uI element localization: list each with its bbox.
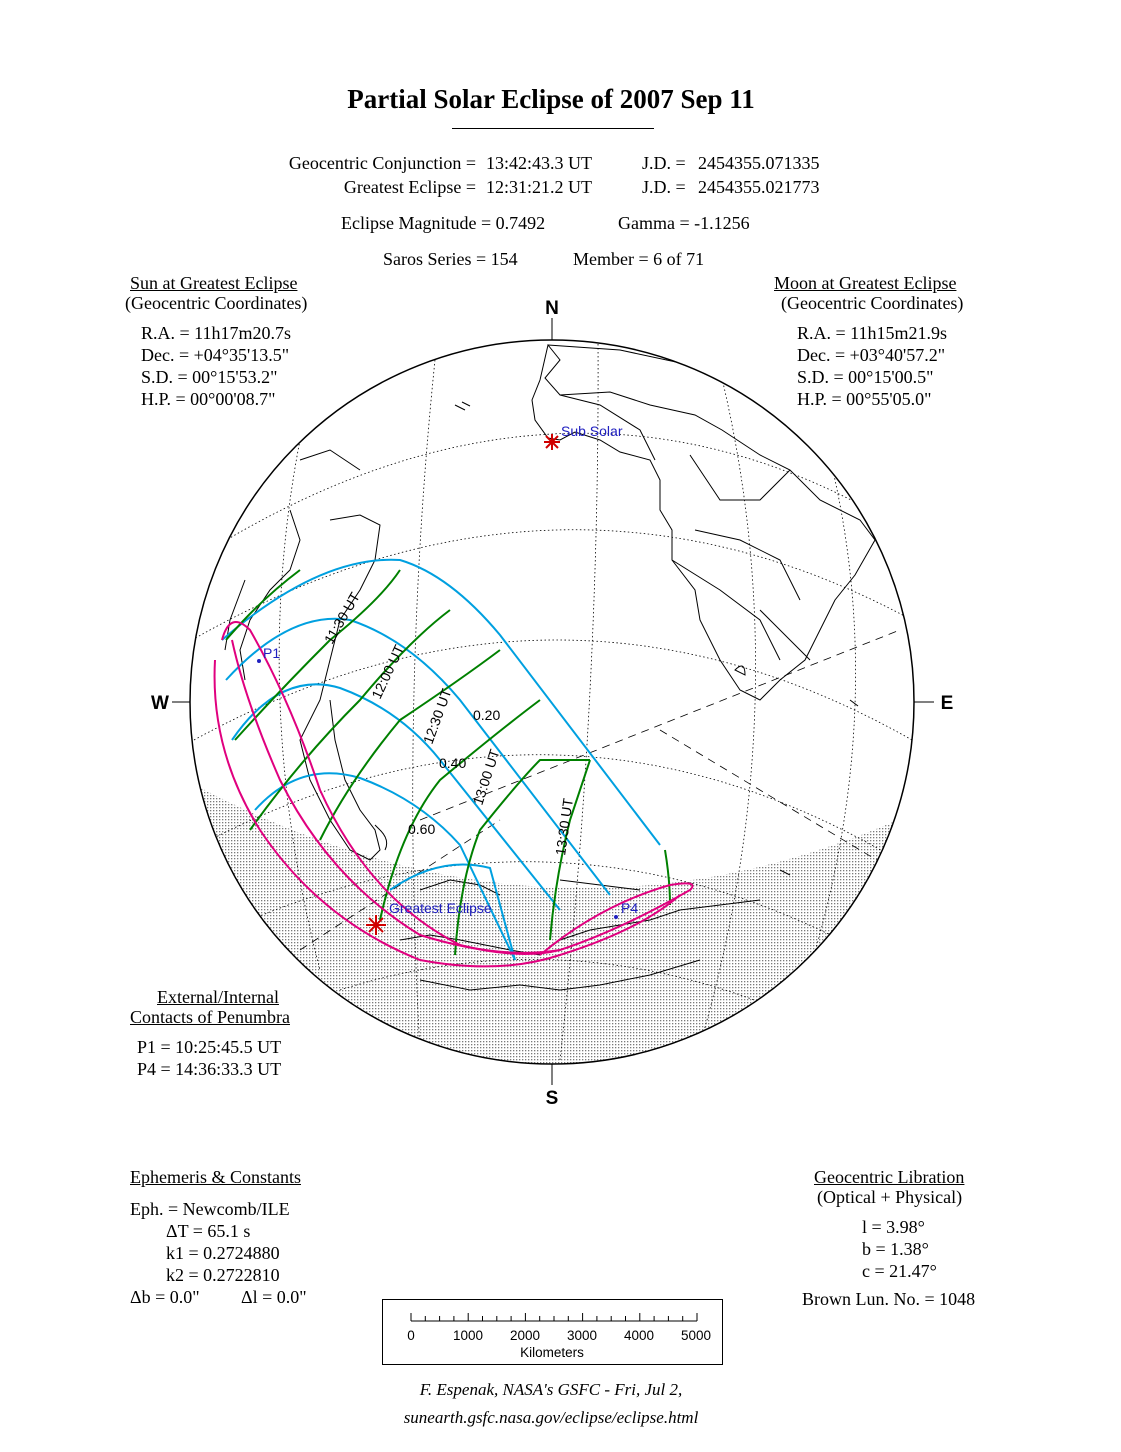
scale-tick-4000: 4000 [623,1328,655,1343]
compass-north: N [545,298,559,319]
time-label-1200: 12:00 UT [368,642,408,702]
eclipse-magnitude: Eclipse Magnitude = 0.7492 [341,213,546,233]
scale-tick-0: 0 [407,1328,415,1343]
page-title: Partial Solar Eclipse of 2007 Sep 11 [347,84,755,114]
ephemeris-k2: k2 = 0.2722810 [166,1265,280,1285]
libration-subheading: (Optical + Physical) [817,1187,963,1207]
sun-ra: R.A. = 11h17m20.7s [141,323,291,343]
sub-solar-label: Sub Solar [561,423,623,439]
moon-sd: S.D. = 00°15'00.5" [797,367,934,387]
time-label-1330: 13:30 UT [552,797,576,857]
scale-tick-1000: 1000 [452,1328,484,1343]
contact-p1: P1 = 10:25:45.5 UT [137,1037,282,1057]
libration-heading: Geocentric Libration [814,1167,965,1187]
libration-c: c = 21.47° [862,1261,937,1281]
p1-map-label: P1 [263,645,281,661]
scale-tick-5000: 5000 [680,1328,712,1343]
sun-sd: S.D. = 00°15'53.2" [141,367,278,387]
greatest-eclipse-jd-label: J.D. = [642,177,686,197]
contact-p4: P4 = 14:36:33.3 UT [137,1059,282,1079]
gamma: Gamma = -1.1256 [618,213,750,233]
moon-hp: H.P. = 00°55'05.0" [797,389,932,409]
scale-bar [382,1299,723,1365]
sub-solar-marker [544,423,623,450]
brown-lunation: Brown Lun. No. = 1048 [802,1289,976,1309]
contacts-heading-2: Contacts of Penumbra [130,1007,290,1027]
sun-subheading: (Geocentric Coordinates) [125,293,308,313]
magnitude-label-060: 0.60 [408,821,436,837]
moon-heading: Moon at Greatest Eclipse [774,273,957,293]
ephemeris-delta-l: Δl = 0.0" [241,1287,307,1307]
time-line-3 [250,610,450,830]
scale-tick-3000: 3000 [566,1328,598,1343]
libration-l: l = 3.98° [862,1217,925,1237]
compass-east: E [940,693,954,714]
moon-dec: Dec. = +03°40'57.2" [797,345,946,365]
sun-hp: H.P. = 00°00'08.7" [141,389,276,409]
saros-member: Member = 6 of 71 [573,249,705,269]
footer-url: sunearth.gsfc.nasa.gov/eclipse/eclipse.html [403,1408,699,1427]
p4-map-label: P4 [621,900,639,916]
greatest-eclipse-jd: 2454355.021773 [698,177,820,197]
footer-credit: F. Espenak, NASA's GSFC - Fri, Jul 2, [419,1380,683,1399]
scale-unit: Kilometers [520,1345,584,1360]
ephemeris-eph: Eph. = Newcomb/ILE [130,1199,290,1219]
ephemeris-delta-t: ΔT = 65.1 s [166,1221,251,1241]
greatest-eclipse-time: 12:31:21.2 UT [486,177,592,197]
compass-south: S [545,1088,559,1109]
contacts-heading-1: External/Internal [157,987,279,1007]
time-label-1130: 11:30 UT [320,589,363,647]
conjunction-jd-label: J.D. = [642,153,686,173]
greatest-eclipse-map-label: Greatest Eclipse [389,900,492,916]
libration-b: b = 1.38° [862,1239,929,1259]
compass-west: W [151,693,169,714]
saros-series: Saros Series = 154 [383,249,518,269]
magnitude-label-020: 0.20 [473,707,501,723]
sun-heading: Sun at Greatest Eclipse [130,273,298,293]
moon-subheading: (Geocentric Coordinates) [781,293,964,313]
ephemeris-delta-b: Δb = 0.0" [130,1287,200,1307]
time-label-1300: 13:00 UT [469,747,503,807]
africa-coastline [532,345,875,700]
conjunction-label: Geocentric Conjunction = [288,153,476,173]
time-line-2 [235,570,400,740]
moon-ra: R.A. = 11h15m21.9s [797,323,947,343]
conjunction-time: 13:42:43.3 UT [486,153,592,173]
magnitude-label-040: 0.40 [439,755,467,771]
scale-tick-2000: 2000 [509,1328,541,1343]
sun-dec: Dec. = +04°35'13.5" [141,345,290,365]
ephemeris-k1: k1 = 0.2724880 [166,1243,280,1263]
conjunction-jd: 2454355.071335 [698,153,820,173]
time-line-4 [320,650,500,840]
greatest-eclipse-label: Greatest Eclipse = [343,177,476,197]
ephemeris-heading: Ephemeris & Constants [130,1167,301,1187]
time-label-1230: 12:30 UT [419,686,455,747]
